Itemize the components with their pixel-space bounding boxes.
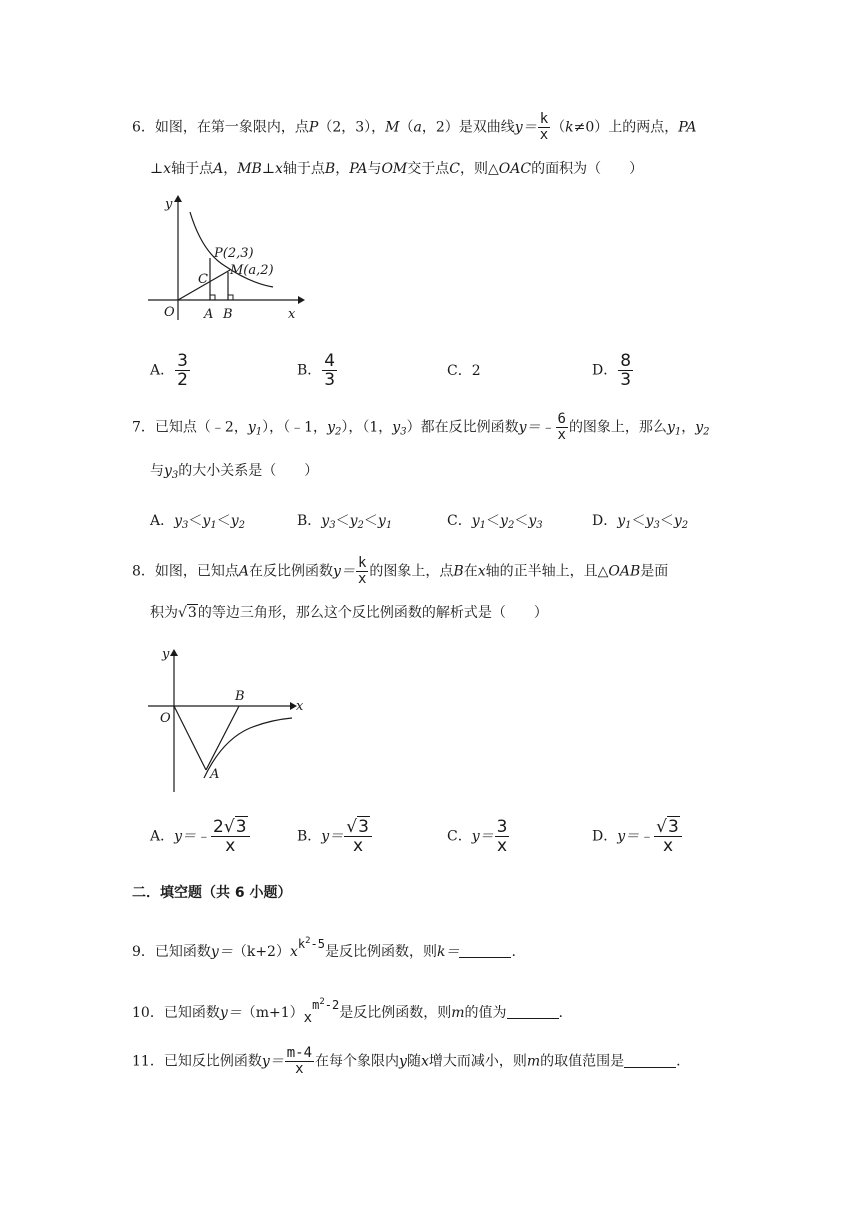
- question-8-line-2: 积为√3的等边三角形，那么这个反比例函数的解析式是（ ）: [150, 605, 548, 621]
- fraction: $\frac{3}{2}$: [177, 351, 188, 390]
- fig-label-O: O: [164, 305, 175, 320]
- fraction: $\frac{2√3}{x}$: [211, 818, 250, 855]
- fig-label-M: M(a,2): [230, 263, 274, 278]
- question-7-option-c[interactable]: C．$y_1<y_2<y_3$: [447, 513, 543, 531]
- question-11: 11．已知反比例函数y＝ $\frac{m-4}{x}$ 在每个象限内y随x增大而减小，则m的取值范围是 .: [132, 1045, 681, 1077]
- fraction: $\frac{√3}{x}$: [654, 818, 682, 855]
- question-7-line-2: 与$y_3$的大小关系是（ ）: [150, 463, 319, 481]
- question-8-option-b[interactable]: B．y＝ $\frac{√3}{x}$: [297, 818, 373, 855]
- fig-label-A: A: [210, 767, 220, 782]
- fraction: $\frac{k}{x}$: [539, 111, 549, 143]
- section-title: 二．填空题（共 6 小题）: [132, 885, 292, 901]
- fraction: $\frac{4}{3}$: [324, 351, 336, 390]
- question-8-line-1: 8．如图，已知点A在反比例函数y＝ $\frac{k}{x}$ 的图象上，点B在x轴的正半轴上，且△OAB是面: [132, 555, 669, 587]
- fig-label-y: y: [165, 197, 173, 212]
- fig-label-x: x: [288, 307, 296, 322]
- y-axis-arrow: [174, 195, 182, 202]
- question-7-option-b[interactable]: B．$y_3<y_2<y_1$: [297, 513, 393, 531]
- fig-label-P: P(2,3): [214, 246, 254, 261]
- question-number: 10．: [132, 1005, 164, 1021]
- question-6-line-2: ⊥x轴于点A，MB⊥x轴于点B，PA与OM交于点C，则△OAC的面积为（ ）: [150, 161, 644, 177]
- question-6-line-1: 6．如图，在第一象限内，点P（2，3），M（a，2）是双曲线y＝ $\frac{k}{x}$ （k≠0）上的两点，PA: [132, 111, 697, 143]
- answer-blank[interactable]: [624, 1053, 676, 1068]
- fraction: $\frac{3}{x}$: [496, 817, 508, 856]
- fig-label-C: C: [198, 272, 208, 287]
- question-number: 6．: [132, 119, 155, 136]
- question-number: 11．: [132, 1053, 164, 1070]
- question-7-line-1: 7．已知点（﹣2，$y_1$），（﹣1，$y_2$），（1，$y_3$）都在反比例函数y＝﹣ $\frac{6}{x}$ 的图象上，那么$y_1$，$y_2$: [132, 411, 710, 443]
- fig-label-B: B: [235, 689, 245, 704]
- question-7-option-d[interactable]: D．$y_1<y_3<y_2$: [592, 513, 689, 531]
- question-6-option-a[interactable]: A． $\frac{3}{2}$: [150, 351, 188, 390]
- question-number: 7．: [132, 419, 155, 436]
- fraction: $\frac{√3}{x}$: [344, 818, 372, 855]
- fraction: $\frac{k}{x}$: [357, 555, 367, 587]
- sqrt: √3: [178, 605, 197, 621]
- question-7-option-a[interactable]: A．$y_3<y_1<y_2$: [150, 513, 246, 531]
- question-6-figure: [140, 190, 320, 325]
- question-6-option-c[interactable]: C．2: [447, 363, 481, 379]
- right-angle-B: [228, 295, 233, 300]
- question-9: 9．已知函数$y=(k+2)xk^2-5$是反比例函数，则k＝ .: [132, 936, 516, 960]
- question-6-option-d[interactable]: D． $\frac{8}{3}$: [592, 351, 632, 390]
- answer-blank[interactable]: [459, 943, 511, 958]
- question-8-figure: [140, 640, 320, 800]
- question-10: 10．已知函数$y=(m+1)xm^2-2$是反比例函数，则m的值为 .: [132, 997, 563, 1026]
- fig-label-O: O: [160, 711, 171, 726]
- question-8-option-a[interactable]: A．y＝﹣ $\frac{2√3}{x}$: [150, 818, 251, 855]
- question-8-option-d[interactable]: D．y＝﹣ $\frac{√3}{x}$: [592, 818, 683, 855]
- question-8-option-c[interactable]: C．y＝ $\frac{3}{x}$: [447, 817, 508, 856]
- fig-label-A: A: [204, 307, 214, 322]
- question-6-option-b[interactable]: B． $\frac{4}{3}$: [297, 351, 336, 390]
- fraction: $\frac{m-4}{x}$: [286, 1045, 313, 1077]
- fig-label-y: y: [162, 647, 170, 662]
- segment-OA: [174, 706, 206, 770]
- y-axis-arrow: [170, 649, 178, 656]
- fraction: $\frac{8}{3}$: [620, 351, 632, 390]
- right-angle-A: [210, 295, 215, 300]
- question-number: 9．: [132, 944, 155, 960]
- fraction: $\frac{6}{x}$: [557, 411, 566, 443]
- answer-blank[interactable]: [507, 1004, 559, 1019]
- question-number: 8．: [132, 563, 155, 580]
- x-axis-arrow: [298, 296, 305, 304]
- fig-label-x: x: [296, 699, 304, 714]
- fig-label-B: B: [223, 307, 233, 322]
